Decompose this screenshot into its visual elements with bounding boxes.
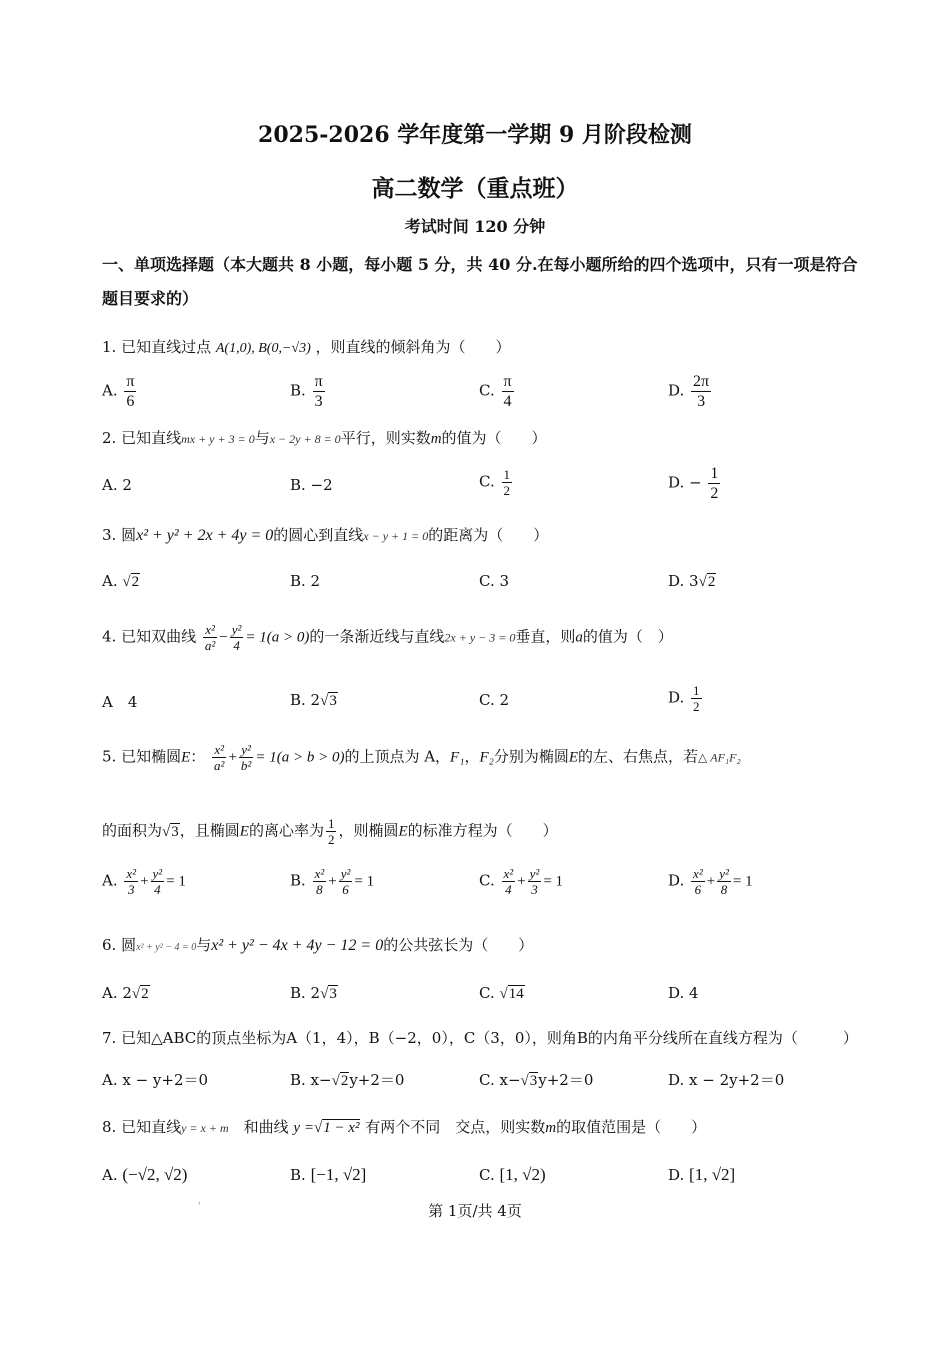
q8-curve-radicand: 1 − x² — [323, 1120, 360, 1136]
q2-var: m — [430, 431, 442, 447]
q6-option-b-sqrt: √3 — [320, 986, 337, 1002]
q1-option-a — [102, 372, 138, 411]
q5-d-xfrac — [691, 866, 705, 897]
q5-mid3: 的左、右焦点，若 — [578, 747, 699, 766]
q5-cond: = 1(a > b > 0) — [255, 749, 345, 766]
q1-b-num: π — [314, 373, 323, 390]
q5-frac1 — [212, 742, 226, 773]
q2-option-d-label: D. − — [668, 473, 702, 492]
q2-line1: mx + y + 3 = 0 — [181, 432, 255, 446]
question-3 — [102, 524, 872, 545]
q1-b-den: 3 — [314, 393, 323, 410]
q5-d-y2: y² — [719, 866, 729, 881]
question-7: 7. 已知△ABC的顶点坐标为A（1，4），B（−2，0），C（3，0），则角B的内角平分线所在直线方程为（ ） — [102, 1029, 858, 1047]
q2-d-den: 2 — [710, 485, 719, 502]
question-2 — [102, 427, 872, 448]
q3-option-c: C. 3 — [479, 572, 510, 590]
q5-c-yfrac — [528, 866, 542, 897]
q8-option-b-range: [−1, √2] — [310, 1165, 367, 1184]
question-4: 4. 已知双曲线 $\frac{\text{x²}}{\text{a²}}$ − $\frac{\text{y²}}{4}$ = 1(a > 0)的一条渐近线与直线2x + y − 3 = 0垂直，则a的值为（ ） — [102, 622, 673, 653]
q4-frac2-num: y² — [231, 622, 242, 637]
stray-mark: ' — [198, 1202, 201, 1212]
q8-option-c-range: [1, √2) — [499, 1165, 546, 1184]
q8-line: y = x + m — [181, 1121, 229, 1135]
q6-option-b-label: B. 2 — [290, 984, 321, 1002]
q6-suffix: 的公共弦长为（ ） — [383, 936, 534, 954]
q5-line2-d: ，则椭圆 — [338, 821, 399, 840]
q7-option-a: A. x − y+2＝0 — [102, 1071, 209, 1089]
q1-d-num: 2π — [693, 373, 710, 390]
question-5-line2 — [102, 816, 872, 847]
q4-frac1-den: a² — [204, 638, 216, 653]
q4-frac1 — [203, 622, 217, 653]
q8-option-d-label: D. — [668, 1166, 685, 1184]
question-5: 5. 已知椭圆E： $\frac{\text{x²}}{\text{a²}}$ + $\frac{\text{y²}}{\text{b²}}$ = 1(a > b > 0)的上顶点为 A，F₁，F₂分别为椭圆E的左、右焦点，若△ AF₁F₂ — [102, 742, 741, 773]
q4-option-d-frac — [691, 683, 702, 714]
q5-b-y2: y² — [340, 866, 351, 881]
q4-var: a — [575, 629, 583, 646]
q4-frac1-num: x² — [203, 622, 217, 638]
q2-option-b: B. −2 — [290, 476, 333, 494]
q5-ellipse-name: E — [181, 749, 191, 766]
q5-option-c-label: C. — [479, 871, 495, 890]
q5-option-d-label: D. — [668, 871, 685, 890]
q5-mid2: 分别为椭圆 — [493, 747, 569, 766]
q3-option-a-label: A. — [102, 572, 118, 590]
q6-option-c — [479, 984, 525, 1003]
q5-e-num: 1 — [327, 816, 335, 831]
q1-c-den: 4 — [503, 393, 512, 410]
q3-a-radicand: 2 — [131, 574, 140, 590]
q2-mid: 与 — [254, 429, 270, 447]
q5-frac1-den: a² — [214, 758, 225, 773]
q4-option-c: C. 2 — [479, 691, 510, 709]
q2-line2: x − 2y + 8 = 0 — [269, 432, 341, 446]
q1-option-c — [479, 372, 516, 411]
q6-option-d: D. 4 — [668, 984, 699, 1002]
q5-a-eq: = 1 — [166, 873, 186, 890]
q8-suffix: 的取值范围是（ ） — [556, 1118, 707, 1136]
q5-area-radicand: 3 — [171, 823, 179, 840]
q5-b-eq: = 1 — [354, 873, 375, 890]
q1-option-b — [290, 372, 327, 411]
q5-mid: 的上顶点为 A， — [344, 747, 451, 766]
q5-line2-b: ，且椭圆 — [179, 821, 240, 840]
q3-option-d-sqrt: √2 — [698, 574, 716, 590]
q4-suffix: 的值为（ ） — [582, 627, 673, 646]
q2-option-c-frac — [502, 467, 513, 498]
q5-d-yden: 8 — [720, 882, 728, 897]
q7-option-c-b: y+2＝0 — [538, 1071, 594, 1089]
q2-c-num: 1 — [503, 467, 510, 482]
q8-option-c-label: C. — [479, 1166, 495, 1184]
page-number: 第 1页/共 4页 — [428, 1202, 522, 1220]
q5-a-yfrac — [151, 866, 165, 897]
q7-option-b-b: y+2＝0 — [349, 1071, 405, 1089]
q4-cond: = 1(a > 0) — [245, 629, 310, 646]
q3-circle: x² + y² + 2x + 4y = 0 — [136, 527, 274, 544]
q1-points: A(1,0), B(0,−√3) — [215, 341, 311, 356]
q1-a-num: π — [126, 373, 135, 390]
q4-prefix: 4. 已知双曲线 — [102, 627, 197, 646]
q5-b-x2: x² — [314, 866, 325, 881]
q8-option-b — [290, 1165, 366, 1185]
q7-b-radicand: 2 — [340, 1073, 349, 1089]
q8-curve-sqrt: √1 − x² — [313, 1120, 360, 1136]
q4-line: 2x + y − 3 = 0 — [444, 630, 516, 645]
q6-circle2: x² + y² − 4x + 4y − 12 = 0 — [211, 937, 384, 954]
q3-prefix: 3. 圆 — [102, 526, 137, 544]
q7-option-c-sqrt: √3 — [520, 1073, 538, 1089]
q4-b-radicand: 3 — [329, 693, 337, 709]
question-8 — [102, 1116, 872, 1137]
q7-option-d: D. x − 2y+2＝0 — [668, 1071, 785, 1089]
section-heading: 一、单项选择题（本大题共 8 小题，每小题 5 分，共 40 分.在每小题所给的四个选项中，只有一项是符合题目要求的） — [102, 255, 858, 308]
q6-option-c-sqrt: √14 — [499, 986, 524, 1002]
q2-option-c-label: C. — [479, 472, 495, 491]
q6-circle1: x² + y² − 4 = 0 — [136, 942, 197, 953]
q3-option-d — [668, 572, 716, 591]
q5-a-y2: y² — [152, 866, 163, 881]
q6-option-c-label: C. — [479, 984, 495, 1002]
q4-option-b-sqrt: √3 — [320, 693, 337, 709]
q5-d-x2: x² — [693, 866, 703, 881]
q5-triangle: △ AF₁F₂ — [698, 750, 741, 765]
q5-eccentricity — [326, 816, 337, 847]
q5-b-xfrac — [313, 866, 327, 897]
q5-c-y2: y² — [529, 866, 540, 881]
q5-ellipse-name-3: E — [239, 823, 249, 840]
q2-c-den: 2 — [503, 483, 510, 498]
q8-mid: 和曲线 — [243, 1118, 289, 1136]
q5-option-a-label: A. — [102, 871, 118, 890]
q1-option-b-label: B. — [290, 381, 306, 400]
q1-option-d-frac — [691, 372, 711, 411]
question-6 — [102, 934, 872, 955]
q2-prefix: 2. 已知直线 — [102, 429, 182, 447]
q7-option-c-a: C. x− — [479, 1071, 521, 1089]
q4-option-b-label: B. 2 — [290, 691, 321, 709]
q8-option-b-label: B. — [290, 1166, 306, 1184]
q5-prefix: 5. 已知椭圆 — [102, 747, 182, 766]
q1-a-den: 6 — [126, 393, 135, 410]
q6-prefix: 6. 圆 — [102, 936, 137, 954]
q8-option-a — [102, 1165, 187, 1185]
q7-option-b-a: B. x− — [290, 1071, 332, 1089]
q3-option-b: B. 2 — [290, 572, 321, 590]
q6-option-a-label: A. 2 — [102, 984, 132, 1002]
q5-a-xfrac — [124, 866, 138, 897]
q3-mid: 的圆心到直线 — [273, 526, 364, 544]
q5-c-xfrac — [502, 866, 516, 897]
q8-mid2: 有两个不同 交点，则实数 — [365, 1118, 546, 1136]
q4-d-den: 2 — [693, 699, 700, 714]
q4-option-d — [668, 683, 704, 714]
q2-option-c — [479, 467, 514, 498]
q5-option-d: D. $\frac{\text{x²}}{6}$ + $\frac{\text{y²}}{8}$ = 1 — [668, 866, 753, 897]
q5-e-den: 2 — [327, 832, 335, 847]
q1-option-a-frac — [124, 372, 136, 411]
q5-a-x2: x² — [126, 866, 137, 881]
q4-mid2: 垂直，则 — [515, 627, 576, 646]
q5-b-xden: 8 — [316, 882, 323, 897]
q2-option-d-frac — [708, 464, 720, 503]
q1-d-den: 3 — [697, 393, 706, 410]
q1-c-num: π — [503, 373, 512, 390]
q8-option-c — [479, 1165, 546, 1185]
q5-area-sqrt: √3 — [162, 823, 179, 840]
q5-f2: F₂ — [479, 749, 494, 766]
q5-line2-e: 的标准方程为（ ） — [407, 821, 558, 840]
exam-time: 考试时间 120 分钟 — [404, 217, 546, 236]
q6-mid: 与 — [196, 936, 212, 954]
q7-option-b — [290, 1069, 404, 1090]
q2-option-d — [668, 464, 722, 503]
q4-frac2-den: 4 — [233, 638, 240, 653]
exam-subtitle: 高二数学（重点班） — [371, 175, 579, 202]
q4-mid: 的一条渐近线与直线 — [309, 627, 445, 646]
q2-suffix: 的值为（ ） — [441, 429, 547, 447]
q5-comma: ， — [464, 747, 480, 766]
q8-var: m — [545, 1120, 557, 1136]
q5-d-eq: = 1 — [732, 873, 753, 890]
q8-option-a-range: (−√2, √2) — [122, 1165, 188, 1184]
q1-option-d — [668, 372, 713, 411]
q4-frac2 — [230, 622, 244, 653]
q6-option-a — [102, 984, 150, 1003]
q6-a-radicand: 2 — [141, 986, 149, 1002]
q2-mid2: 平行，则实数 — [340, 429, 431, 447]
q1-option-c-label: C. — [479, 381, 495, 400]
q1-option-d-label: D. — [668, 381, 685, 400]
question-1 — [102, 336, 872, 357]
q1-option-c-frac — [502, 372, 514, 411]
q5-a-xden: 3 — [127, 882, 135, 897]
q5-line2-a: 的面积为 — [102, 821, 163, 840]
q5-frac2-den: b² — [240, 758, 252, 773]
q4-option-d-label: D. — [668, 688, 685, 707]
q4-option-a: A 4 — [102, 693, 138, 711]
q3-option-a — [102, 572, 140, 591]
q8-curve-lhs: y = — [293, 1120, 314, 1136]
q5-ellipse-name-4: E — [398, 823, 408, 840]
q4-d-num: 1 — [693, 683, 700, 698]
q8-option-a-label: A. — [102, 1166, 118, 1184]
q5-f1: F₁ — [450, 749, 465, 766]
q7-option-b-sqrt: √2 — [331, 1073, 349, 1089]
q1-suffix: ，则直线的倾斜角为（ ） — [315, 338, 511, 356]
q8-option-d-range: [1, √2] — [689, 1165, 736, 1184]
q3-option-d-label: D. 3 — [668, 572, 699, 590]
q1-option-a-label: A. — [102, 381, 118, 400]
q2-d-num: 1 — [710, 465, 719, 482]
q6-b-radicand: 3 — [329, 986, 337, 1002]
q8-prefix: 8. 已知直线 — [102, 1118, 182, 1136]
q5-c-yden: 3 — [531, 882, 538, 897]
q5-frac2-num: y² — [239, 742, 253, 758]
q6-option-b — [290, 984, 338, 1003]
q3-line: x − y + 1 = 0 — [363, 529, 429, 543]
q4-option-b — [290, 691, 338, 710]
q5-option-c: C. $\frac{\text{x²}}{4}$ + $\frac{\text{y²}}{3}$ = 1 — [479, 866, 564, 897]
q2-option-a: A. 2 — [102, 476, 132, 494]
q5-b-yden: 6 — [342, 882, 349, 897]
q5-option-b: B. $\frac{\text{x²}}{8}$ + $\frac{\text{y²}}{6}$ = 1 — [290, 866, 375, 897]
q7-option-c — [479, 1069, 593, 1090]
q7-c-radicand: 3 — [529, 1073, 538, 1089]
q5-line2-c: 的离心率为 — [248, 821, 324, 840]
q5-frac1-num: x² — [212, 742, 226, 758]
q5-option-b-label: B. — [290, 871, 306, 890]
q6-option-a-sqrt: √2 — [131, 986, 149, 1002]
q5-frac2 — [239, 742, 253, 773]
q6-c-radicand: 14 — [508, 986, 524, 1002]
q5-c-xden: 4 — [505, 882, 512, 897]
q8-option-d — [668, 1165, 735, 1185]
q5-c-x2: x² — [503, 866, 514, 881]
q3-option-a-sqrt: √2 — [122, 574, 140, 590]
q1-option-b-frac — [313, 372, 325, 411]
q3-d-radicand: 2 — [707, 574, 716, 590]
q5-d-yfrac — [717, 866, 731, 897]
q3-suffix: 的距离为（ ） — [428, 526, 549, 544]
q1-prefix: 1. 已知直线过点 — [102, 338, 212, 356]
q5-a-yden: 4 — [154, 882, 161, 897]
q5-c-eq: = 1 — [543, 873, 564, 890]
q5-b-yfrac — [339, 866, 353, 897]
q5-option-a: A. $\frac{\text{x²}}{3}$ + $\frac{\text{y²}}{4}$ = 1 — [102, 866, 186, 897]
q5-ellipse-name-2: E — [568, 749, 579, 766]
exam-title: 2025-2026 学年度第一学期 9 月阶段检测 — [258, 122, 692, 148]
q5-d-xden: 6 — [694, 882, 702, 897]
